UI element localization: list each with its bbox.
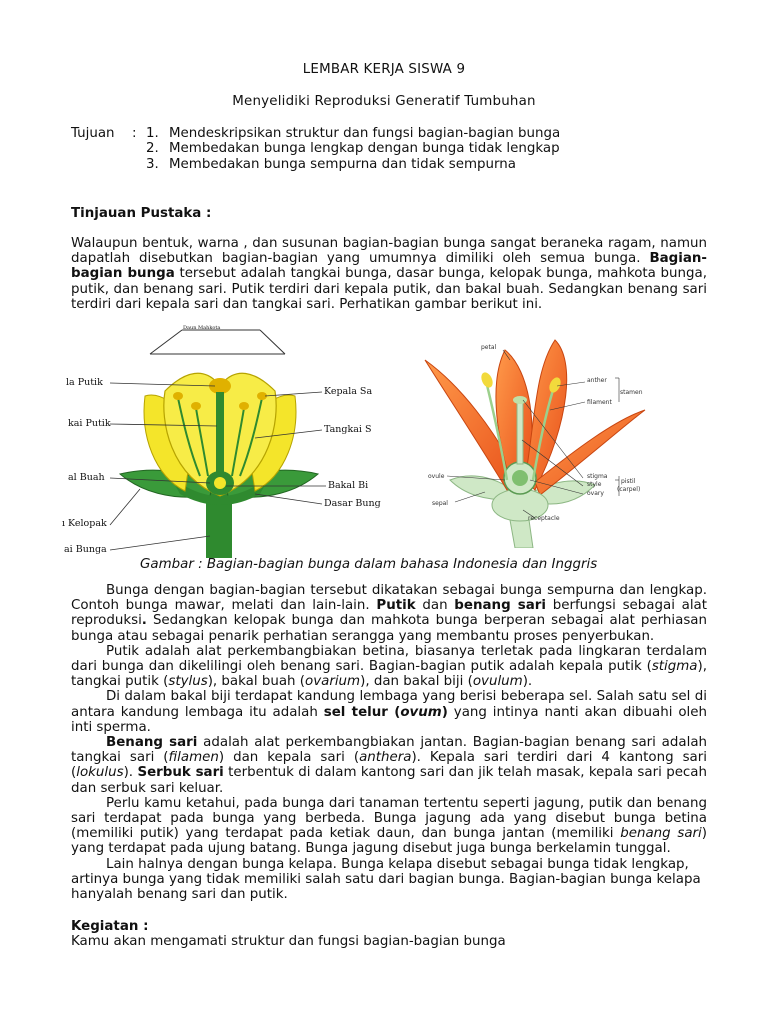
- label-stigma: stigma: [587, 473, 608, 480]
- label-tangkai-sari: Tangkai S: [324, 424, 372, 435]
- tinjauan-heading: Tinjauan Pustaka :: [71, 206, 212, 221]
- label-anther: anther: [587, 377, 607, 384]
- paragraph-sel-telur: Di dalam bakal biji terdapat kandung lembaga yang berisi beberapa sel. Salah satu sel di antara kandung lembaga itu adalah sel telur (ovum) yang intinya nanti akan dibuahi oleh inti sperma.: [71, 689, 707, 735]
- label-bakal-biji: Bakal Bi: [328, 480, 369, 491]
- paragraph-bunga-sempurna: Bunga dengan bagian-bagian tersebut dikatakan sebagai bunga sempurna dan lengkap. Contoh bunga mawar, melati dan lain-lain. Putik dan benang sari berfungsi sebagai alat reproduksi. Sedangkan kelopak bunga dan mahkota bunga berperan sebagai alat perhiasan bunga atau sebagai penarik perhatian serangga yang membantu proses penyerbukan.: [71, 583, 708, 644]
- tujuan-num-2: 2.: [146, 141, 159, 156]
- paragraph-putik: Putik adalah alat perkembangbiakan betina, biasanya terletak pada lingkaran terdalam dari bunga dan dikelilingi oleh benang sari. Bagian-bagian putik adalah kepala putik (stigma), tangkai putik (stylus), bakal buah (ovarium), dan bakal biji (ovulum).: [71, 643, 707, 690]
- label-pistil: pistil: [621, 478, 636, 485]
- label-tangkai-bunga: ai Bunga: [64, 544, 107, 555]
- tujuan-colon: :: [132, 126, 137, 141]
- tinjauan-paragraph: Walaupun bentuk, warna , dan susunan bagian-bagian bunga sangat beraneka ragam, namun dapatlah disebutkan bagian-bagian yang umumnya dimiliki oleh semua bunga. Bagian-bagian bunga tersebut adalah tangkai bunga, dasar bunga, kelopak bunga, mahkota bunga, putik, dan benang sari. Putik terdiri dari kepala putik, dan bakal buah. Sedangkan benang sari terdiri dari kepala sari dan tangkai sari. Perhatikan gambar berikut ini.: [71, 236, 707, 312]
- figure-caption: Gambar : Bagian-bagian bunga dalam bahasa Indonesia dan Inggris: [140, 557, 598, 572]
- label-petal: petal: [481, 344, 497, 351]
- label-style: style: [587, 481, 602, 488]
- tujuan-num-1: 1.: [146, 126, 159, 141]
- label-receptacle: receptacle: [528, 515, 560, 522]
- kegiatan-heading: Kegiatan :: [71, 919, 149, 934]
- label-dasar-bunga: Dasar Bung: [324, 498, 381, 509]
- flower-diagram-indonesian: [60, 326, 380, 558]
- page-subtitle: Menyelidiki Reproduksi Generatif Tumbuhan: [232, 94, 536, 109]
- tujuan-num-3: 3.: [146, 157, 159, 172]
- label-filament: filament: [587, 399, 612, 406]
- label-carpel: (carpel): [617, 486, 641, 493]
- kegiatan-text: Kamu akan mengamati struktur dan fungsi bagian-bagian bunga: [71, 934, 506, 949]
- label-stamen: stamen: [620, 389, 643, 396]
- body-text: [71, 583, 707, 902]
- label-ovule: ovule: [428, 473, 445, 480]
- paragraph-jagung: Perlu kamu ketahui, pada bunga dari tanaman tertentu seperti jagung, putik dan benang sari terdapat pada bunga yang berbeda. Bunga jagung ada yang disebut bunga betina (memiliki putik) yang terdapat pada ketiak daun, dan bunga jantan (memiliki benang sari) yang terdapat pada ujung batang. Bunga jagung disebut juga bunga berkelamin tunggal.: [71, 795, 707, 857]
- label-tangkai-putik: kai Putik: [68, 418, 111, 429]
- tujuan-item-1: Mendeskripsikan struktur dan fungsi bagian-bagian bunga: [169, 126, 561, 141]
- label-kepala-putik: la Putik: [66, 377, 103, 388]
- tujuan-item-2: Membedakan bunga lengkap dengan bunga tidak lengkap: [169, 141, 560, 156]
- label-ovary: ovary: [587, 490, 604, 497]
- tujuan-label: Tujuan: [71, 126, 115, 141]
- paragraph-kelapa: Lain halnya dengan bunga kelapa. Bunga kelapa disebut sebagai bunga tidak lengkap, artinya bunga yang tidak memiliki salah satu dari bagian bunga. Bagian-bagian bunga kelapa hanyalah benang sari dan putik.: [71, 856, 701, 903]
- tujuan-item-3: Membedakan bunga sempurna dan tidak sempurna: [169, 157, 516, 172]
- label-bakal-buah: al Buah: [68, 472, 105, 483]
- paragraph-benang-sari: Benang sari adalah alat perkembangbiakan jantan. Bagian-bagian benang sari adalah tangkai sari (filamen) dan kepala sari (anthera). Kepala sari terdiri dari 4 kantong sari (lokulus). Serbuk sari terbentuk di dalam kantong sari dan jik telah masak, kepala sari pecah dan serbuk sari keluar.: [71, 735, 708, 796]
- page-title: LEMBAR KERJA SISWA 9: [302, 62, 466, 77]
- label-daun-mahkota: Daun Mahkota: [183, 325, 221, 331]
- label-sepal: sepal: [432, 500, 448, 507]
- label-kepala-sari: Kepala Sa: [324, 386, 373, 397]
- label-kelopak: ı Kelopak: [62, 518, 107, 529]
